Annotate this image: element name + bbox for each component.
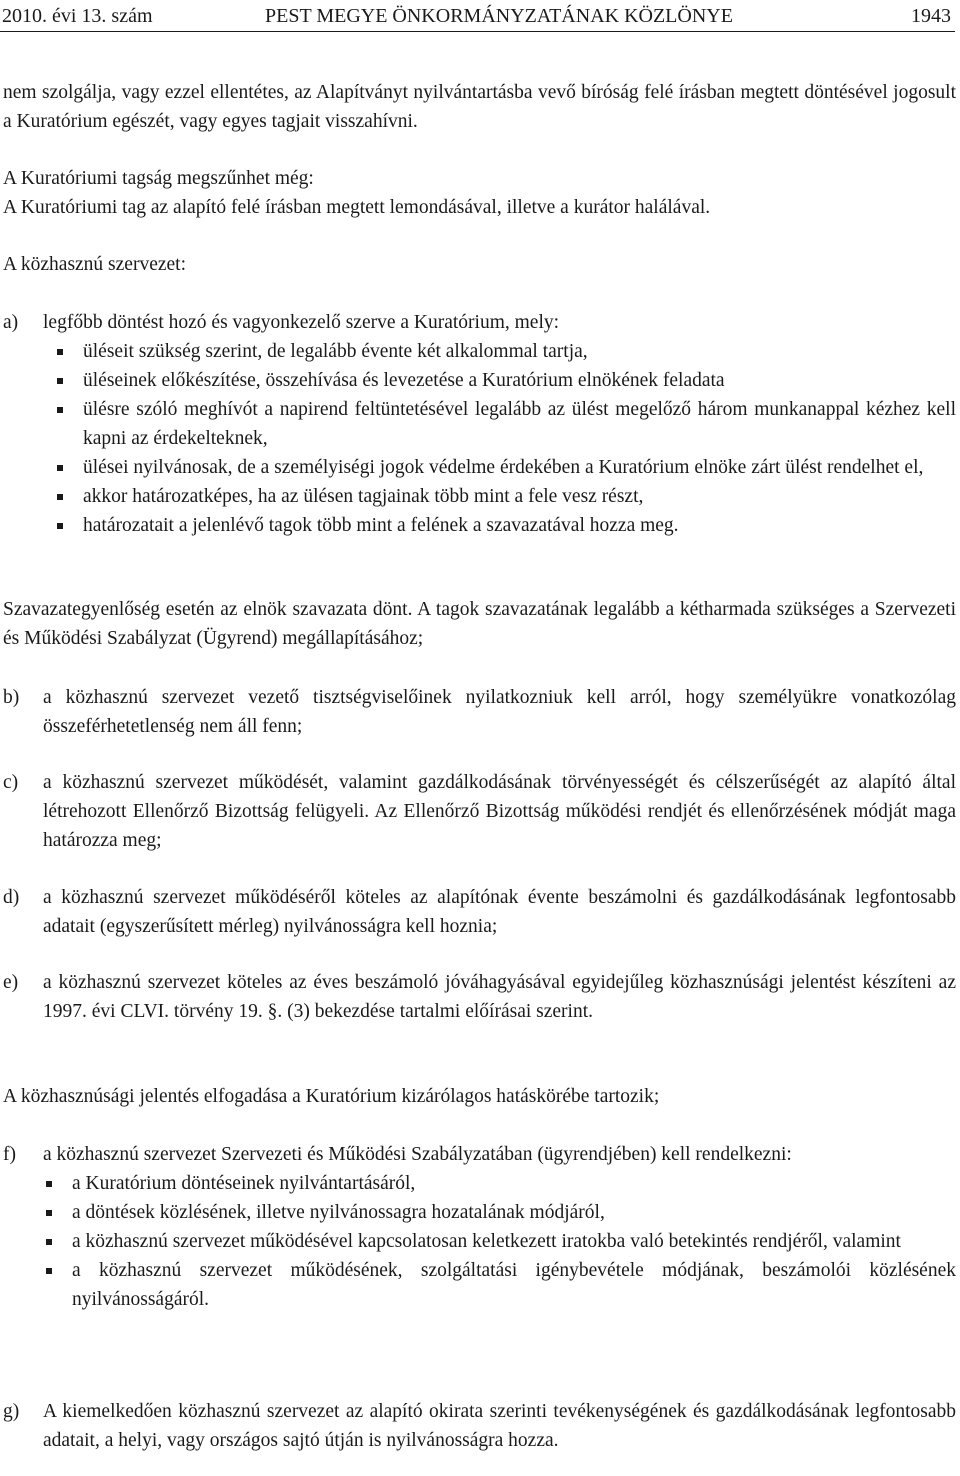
bullet-item [43, 1198, 956, 1227]
membership-text: A Kuratóriumi tag az alapító felé írásban megtett lemondásával, illetve a kurátor halálával. [3, 197, 711, 218]
bullet-icon [57, 349, 63, 355]
bullet-text: akkor határozatképes, ha az ülésen tagjainak több mint a fele vesz részt, [83, 486, 644, 507]
bullet-item [43, 337, 956, 366]
item-label: d) [3, 887, 20, 908]
bullet-icon [57, 523, 63, 529]
bullet-icon [57, 378, 63, 384]
item-text: a közhasznú szervezet köteles az éves beszámoló jóváhagyásával egyidejűleg közhasznúsági jelentést készíteni az 1997. évi CLVI. törvény 19. §. (3) bekezdése tartalmi előírásai szerint. [43, 972, 956, 1022]
list-item-f [3, 1140, 956, 1314]
list-item-a [3, 308, 956, 540]
bullet-icon [46, 1181, 52, 1187]
list-item-c [3, 768, 956, 855]
bullet-text: ülésre szóló meghívót a napirend feltüntetésével legalább az ülést megelőző három munkanappal kézhez kell kapni az érdekelteknek, [83, 399, 956, 449]
list-item-b [3, 683, 956, 741]
item-text: a közhasznú szervezet működéséről köteles az alapítónak évente beszámolni és gazdálkodásának legfontosabb adatait (egyszerűsített mérleg) nyilvánosságra kell hoznia; [43, 887, 956, 937]
item-text: a közhasznú szervezet Szervezeti és Működési Szabályzatában (ügyrendjében) kell rendelkezni: [43, 1144, 792, 1165]
bullet-icon [46, 1210, 52, 1216]
bullet-text: határozatait a jelenlévő tagok több mint a felének a szavazatával hozza meg. [83, 515, 679, 536]
bullet-icon [57, 494, 63, 500]
bullet-item [43, 1227, 956, 1256]
bullet-text: a Kuratórium döntéseinek nyilvántartásáról, [72, 1173, 416, 1194]
item-label: f) [3, 1144, 16, 1165]
item-label: g) [3, 1401, 20, 1422]
publication-title: PEST MEGYE ÖNKORMÁNYZATÁNAK KÖZLÖNYE [265, 5, 733, 27]
bullet-item [43, 1169, 956, 1198]
page-header [0, 3, 955, 32]
membership-heading: A Kuratóriumi tagság megszűnhet még: [3, 168, 314, 189]
item-label: e) [3, 972, 19, 993]
bullet-text: a közhasznú szervezet működésének, szolgáltatási igénybevétele módjának, beszámolói közlésének nyilvánosságáról. [72, 1260, 956, 1310]
item-text: a közhasznú szervezet vezető tisztségviselőinek nyilatkozniuk kell arról, hogy személyükre vonatkozólag összeférhetetlenség nem áll fenn; [43, 687, 956, 737]
list-item-e [3, 968, 956, 1026]
item-label: c) [3, 772, 19, 793]
bullet-item [43, 482, 956, 511]
list-item-d [3, 883, 956, 941]
issue-number: 2010. évi 13. szám [2, 5, 153, 27]
bullet-text: a közhasznú szervezet működésével kapcsolatosan keletkezett iratokba való betekintés rendjéről, valamint [72, 1231, 901, 1252]
report-paragraph: A közhasznúsági jelentés elfogadása a Kuratórium kizárólagos hatáskörébe tartozik; [3, 1086, 660, 1107]
intro-paragraph: nem szolgálja, vagy ezzel ellentétes, az Alapítványt nyilvántartásba vevő bíróság felé írásban megtett döntésével jogosult a Kuratórium egészét, vagy egyes tagjait visszahívni. [3, 82, 956, 132]
bullet-text: üléseit szükség szerint, de legalább évente két alkalommal tartja, [83, 341, 588, 362]
bullet-icon [57, 465, 63, 471]
org-heading: A közhasznú szervezet: [3, 254, 187, 275]
bullet-text: ülései nyilvánosak, de a személyiségi jogok védelme érdekében a Kuratórium elnöke zárt ülést rendelhet el, [83, 457, 924, 478]
list-item-g [3, 1397, 956, 1455]
bullet-text: üléseinek előkészítése, összehívása és levezetése a Kuratórium elnökének feladata [83, 370, 725, 391]
page-number: 1943 [911, 5, 951, 27]
item-text: legfőbb döntést hozó és vagyonkezelő szerve a Kuratórium, mely: [43, 312, 560, 333]
bullet-item [43, 366, 956, 395]
bullet-item [43, 395, 956, 453]
vote-paragraph: Szavazategyenlőség esetén az elnök szavazata dönt. A tagok szavazatának legalább a kétharmada szükséges a Szervezeti és Működési Szabályzat (Ügyrend) megállapításához; [3, 599, 956, 649]
item-label: b) [3, 687, 20, 708]
bullet-item [43, 1256, 956, 1314]
bullet-icon [57, 407, 63, 413]
item-label: a) [3, 312, 19, 333]
item-text: a közhasznú szervezet működését, valamint gazdálkodásának törvényességét és célszerűségét az alapító által létrehozott Ellenőrző Bizottság felügyeli. Az Ellenőrző Bizottság működési rendjét és ellenőrzésének módját maga határozza meg; [43, 772, 956, 851]
item-text: A kiemelkedően közhasznú szervezet az alapító okirata szerinti tevékenységének és gazdálkodásának legfontosabb adatait, a helyi, vagy országos sajtó útján is nyilvánosságra hozza. [43, 1401, 956, 1451]
bullet-icon [46, 1239, 52, 1245]
bullet-item [43, 453, 956, 482]
bullet-item [43, 511, 956, 540]
bullet-text: a döntések közlésének, illetve nyilvánossagra hozatalának módjáról, [72, 1202, 605, 1223]
bullet-icon [46, 1268, 52, 1274]
